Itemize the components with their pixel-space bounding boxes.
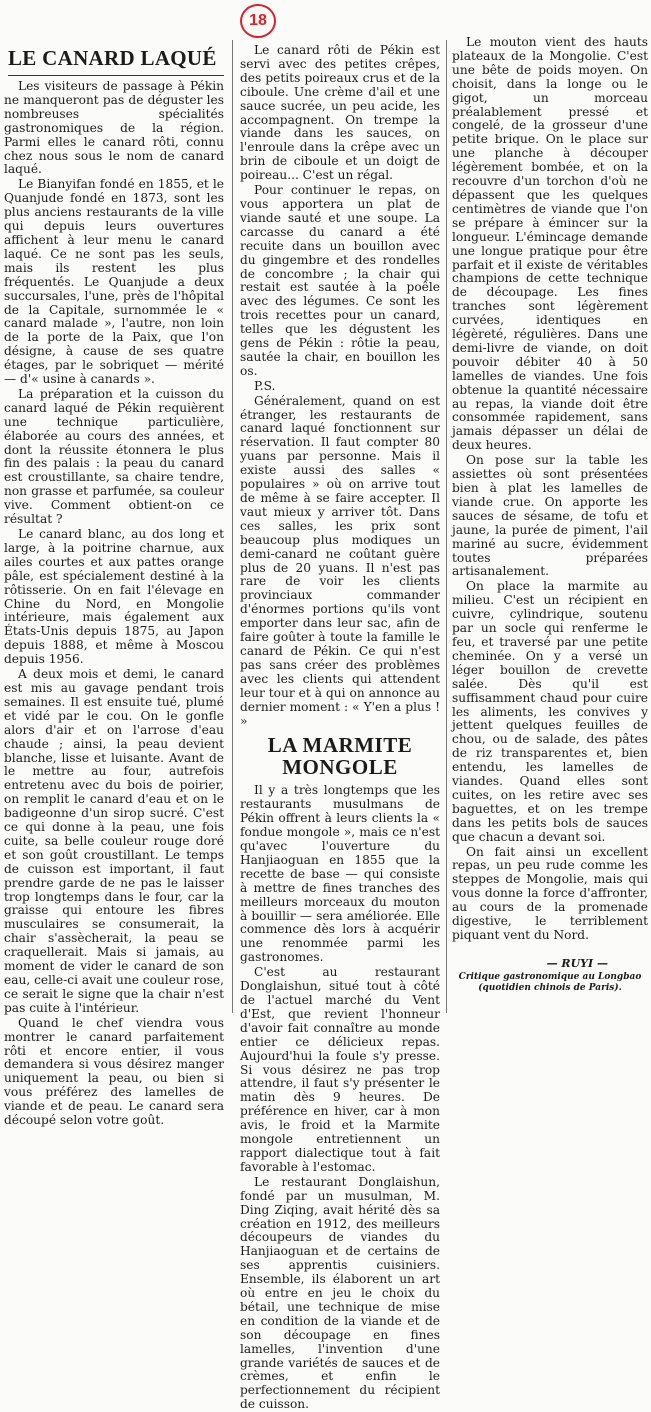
column-divider [446,40,447,1013]
author-signature: — RUYI — [546,956,608,970]
page-number: 18 [240,4,276,38]
paragraph: Les visiteurs de passage à Pékin ne manqueront pas de déguster les nombreuses spécialités gastronomiques de la région. Parmi elles le canard rôti, connu chez nous sous le nom de canard laqué. [4,79,224,177]
paragraph: Le canard blanc, au dos long et large, à la poitrine charnue, aux ailes courtes et aux pattes orange pâle, est spécialement destiné à la rôtisserie. On en fait l'élevage en Chine du Nord, en Mongolie intérieure, mais également aux États-Unis depuis 1875, au Japon depuis 1888, et même à Moscou depuis 1956. [4,527,224,667]
paragraph: La préparation et la cuisson du canard laqué de Pékin requièrent une technique particulière, élaborée au cours des années, et dont la réussite étonnera le plus fin des palais : la peau du canard est croustillante, sa chaire tendre, non grasse et parfumée, sa couleur vive. Comment obtient-on ce résultat ? [4,386,224,527]
paragraph: C'est au restaurant Donglaishun, situé tout à côté de l'actuel marché du Vent d'Est, que revient l'honneur d'avoir fait connaître au monde entier ce délicieux repas. Aujourd'hui la foule s'y presse. Si vous désirez ne pas trop attendre, il faut s'y présenter le matin dès 9 heures. De préférence en hiver, car à mon avis, le froid et la Marmite mongole entretiennent un rapport dialectique tout à fait favorable à l'estomac. [240,965,440,1174]
title-line: MONGOLE [282,755,398,780]
author-note-line: Critique gastronomique au Longbao [458,971,642,982]
paragraph: Le mouton vient des hauts plateaux de la Mongolie. C'est une bête de poids moyen. On choisit, dans la longe ou le gigot, un morceau préalablement pressé et congelé, de la grosseur d'une petite brique. On le place sur une planche à découper légèrement bombée, et on la recouvre d'un torchon d'où ne dépassent que les quelques centimètres de viande que l'on se prépare à émincer sur la longueur. L'émincage demande une longue pratique pour être parfait et il existe de véritables champions de cette technique de découpage. Les fines tranches sont légèrement curvées, identiques en légèreté, régulières. Dans une demi-livre de viande, on doit pouvoir débiter 40 à 50 lamelles de viandes. Une fois obtenue la quantité nécessaire au repas, la viande doit être consommée rapidement, sans jamais dépasser un délai de deux heures. [452,35,648,453]
paragraph: Le canard rôti de Pékin est servi avec des petites crêpes, des petits poireaux crus et de la ciboule. Une crème d'ail et une sauce sucrée, un peu acide, les accompagnent. On trempe la viande dans les sauces, on l'enroule dans la crêpe avec un brin de ciboule et un doigt de poireau... C'est un régal. [240,43,440,183]
article-title [240,734,440,778]
paragraph: Généralement, quand on est étranger, les restaurants de canard laqué fonctionnent sur réservation. Il faut compter 80 yuans par personne. Mais il existe aussi des salles « populaires » où on arrive tout de même à se faire accepter. Il vaut mieux y arriver tôt. Dans ces salles, les prix sont beaucoup plus modiques un demi-canard ne coûtant guère plus de 20 yuans. Il n'est pas rare de voir les clients provinciaux commander d'énormes portions qu'ils vont emporter dans leur sac, afin de faire goûter à toute la famille le canard de Pékin. Ce qui n'est pas sans créer des problèmes avec les clients qui attendent leur tour et à qui on annonce au dernier moment : « Y'en a plus ! » [240,393,440,728]
author-note [452,972,648,994]
paragraph: On pose sur la table les assiettes où sont présentées bien à plat les lamelles de viande crue. On apporte les sauces de sésame, de tofu et jaune, la purée de piment, l'ail mariné au sucre, évidemment toutes préparées artisanalement. [452,453,648,579]
column-3 [452,36,648,1019]
column-1 [4,40,224,1128]
paragraph: A deux mois et demi, le canard est mis au gavage pendant trois semaines. Il est ensuite tué, plumé et vidé par le cou. On le gonfle alors d'air et on l'arrose d'eau chaude ; ainsi, la peau devient blanche, lisse et luisante. Avant de le mettre au four, autrefois entretenu avec du bois de poirier, on remplit le canard d'eau et on le badigeonne d'un sirop sucré. C'est ce qui donne à la peau, une fois cuite, sa belle couleur rouge doré et son goût croustillant. Le temps de cuisson est important, il faut prendre garde de ne pas le laisser trop longtemps dans le four, car la graisse qui entoure les fibres musculaires se consumerait, la chair s'assècherait, la peau se craquellerait. Mais si jamais, au moment de vider le canard de son eau, celle-ci avait une couleur rose, ce serait le signe que la chair n'est pas cuite à l'intérieur. [4,667,224,1015]
article-title: LE CANARD LAQUÉ [8,46,224,76]
paragraph: Le Bianyifan fondé en 1855, et le Quanjude fondé en 1873, sont les plus anciens restaurants de la ville qui depuis leurs ouvertures affichent à leur menu le canard laqué. Ce ne sont pas les seuls, mais ils restent les plus fréquentés. Le Quanjude a deux succursales, l'une, près de l'hôpital de la Capitale, surnommée le « canard malade », l'autre, non loin de la porte de la Paix, que l'on désigne, à cause de ses quatre étages, par le sobriquet — mérité — d'« usine à canards ». [4,177,224,387]
paragraph: Pour continuer le repas, on vous apportera un plat de viande sauté et une soupe. La carcasse du canard a été recuite dans un bouillon avec du gingembre et des rondelles de concombre ; la chair qui restait est sautée à la poêle avec des légumes. Ce sont les trois recettes pour un canard, telles que les dégustent les gens de Pékin : rôtie la peau, sautée la chair, en bouillon les os. [240,183,440,378]
column-divider [232,40,233,1013]
paragraph: On fait ainsi un excellent repas, un peu rude comme les steppes de Mongolie, mais qui vous donne la force d'affronter, au cours de la promenade digestive, le terriblement piquant vent du Nord. [452,844,648,942]
author-note-line: (quotidien chinois de Paris). [478,982,622,993]
title-line: LA MARMITE [267,733,413,758]
paragraph: Quand le chef viendra vous montrer le canard parfaitement rôti et encore entier, il vous demandera si vous désirez manger uniquement la peau, ou bien si vous préférez des lamelles de viande et de peau. Le canard sera découpé selon votre goût. [4,1015,224,1128]
ps-label: P.S. [254,378,276,393]
paragraph: Le restaurant Donglaishun, fondé par un musulman, M. Ding Ziqing, avait hérité dès sa création en 1912, des meilleurs découpeurs de viandes du Hanjiaoguan et de certains de ses apprentis cuisiniers. Ensemble, ils élaborent un art où entre en jeu le choix du bétail, une technique de mise en condition de la viande et de son découpage en fines lamelles, l'invention d'une grande variétés de sauces et de crèmes, et enfin le perfectionnement du récipient de cuisson. [240,1174,440,1412]
paragraph: On place la marmite au milieu. C'est un récipient en cuivre, cylindrique, soutenu par un socle qui renferme le feu, et traversé par une petite cheminée. On y a versé un léger bouillon de crevette salée. Dès qu'il est suffisamment chaud pour cuire les aliments, les convives y jettent quelques feuilles de chou, ou de salade, des pâtes de riz transparentes et, bien entendu, les lamelles de viandes. Quand elles sont cuites, on les retire avec ses baguettes, et on les trempe dans les petits bols de sauces que chacun a devant soi. [452,579,648,844]
paragraph: Il y a très longtemps que les restaurants musulmans de Pékin offrent à leurs clients la « fondue mongole », mais ce n'est qu'avec l'ouverture du Hanjiaoguan en 1855 que la recette de base — qui consiste à mettre de fines tranches des meilleurs morceaux du mouton à bouillir — sera améliorée. Elle commence dès lors à acquérir une renommée parmi les gastronomes. [240,783,440,965]
column-2 [240,43,440,1412]
